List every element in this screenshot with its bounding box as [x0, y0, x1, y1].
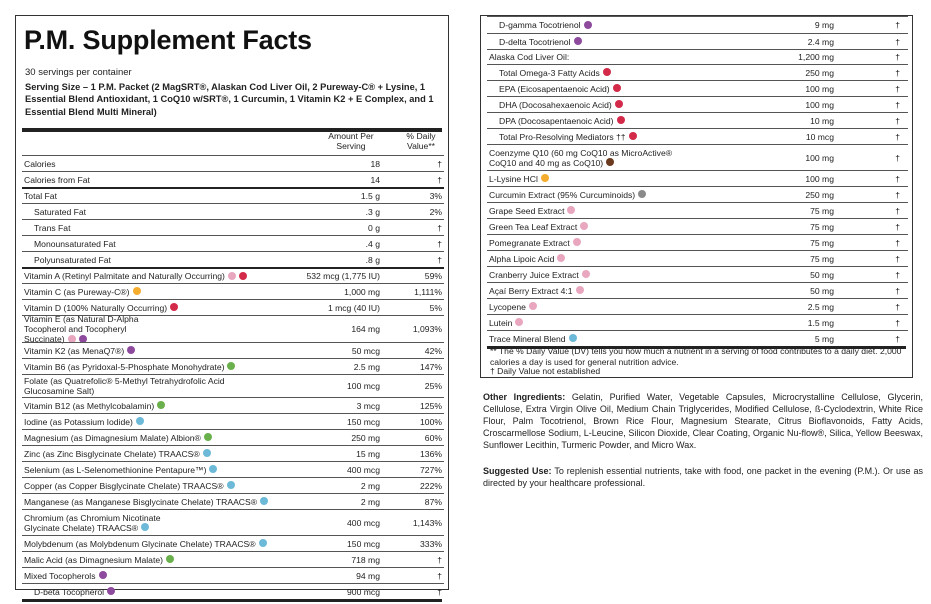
- nutrient-name: [24, 571, 107, 581]
- nutrient-name-text: Chromium (as Chromium Nicotinate Glycinate Chelate) TRAACS®: [24, 512, 161, 533]
- nutrient-daily-value: 1,111%: [414, 286, 442, 297]
- nutrient-row-pomegranate-extract: [487, 234, 908, 250]
- nutrient-row-d-beta-tocopherol: [22, 583, 444, 599]
- nutrient-name-text: Iodine (as Potassium Iodide): [24, 416, 133, 427]
- nutrient-amount: 150 mcg: [347, 416, 380, 427]
- green-dot-icon: [204, 433, 212, 441]
- footnote-daily-value: ** The % Daily Value (DV) tells you how much a nutrient in a serving of food contributes to a daily diet. 2,000 calories a day is used for general nutrition advice.: [490, 346, 902, 367]
- nutrient-name-text: Green Tea Leaf Extract: [489, 221, 578, 232]
- purple-dot-icon: [584, 21, 592, 29]
- nutrient-daily-value: 5%: [429, 302, 442, 313]
- nutrient-name-text: DHA (Docosahexaenoic Acid): [499, 99, 612, 110]
- nutrient-daily-value: 60%: [424, 432, 442, 443]
- nutrient-name: [24, 481, 235, 491]
- nutrient-daily-value: 59%: [424, 271, 442, 281]
- page-title: P.M. Supplement Facts: [24, 25, 312, 55]
- nutrient-amount: 3 mcg: [356, 400, 380, 411]
- nutrient-amount: 2 mg: [360, 480, 380, 491]
- pink-dot-icon: [567, 206, 575, 214]
- green-dot-icon: [227, 362, 235, 370]
- nutrient-amount: 532 mcg (1,775 IU): [306, 271, 380, 281]
- nutrient-row-grape-seed-extract: [487, 202, 908, 218]
- nutrient-daily-value: 136%: [420, 448, 442, 459]
- nutrient-name: [24, 159, 56, 169]
- nutrient-name: [489, 52, 569, 62]
- nutrient-row-d-gamma-tocotrienol: [487, 16, 908, 33]
- pink-dot-icon: [576, 286, 584, 294]
- green-dot-icon: [157, 401, 165, 409]
- blue-dot-icon: [136, 417, 144, 425]
- nutrient-name: [489, 37, 582, 47]
- nutrient-amount: 250 mg: [805, 189, 834, 200]
- nutrient-row-vitamin-k2-as-menaq7: [22, 342, 444, 358]
- nutrient-name: [24, 223, 70, 233]
- nutrient-row-curcumin-extract-95-curcuminoids: [487, 186, 908, 202]
- blue-dot-icon: [209, 465, 217, 473]
- pink-dot-icon: [582, 270, 590, 278]
- other-ingredients-label: Other Ingredients:: [483, 392, 566, 402]
- nutrient-row-a-a-berry-extract-4-1: [487, 282, 908, 298]
- nutrient-name: [489, 174, 549, 184]
- nutrient-name: [24, 497, 268, 507]
- nutrient-daily-value: †: [437, 570, 442, 581]
- nutrient-daily-value: †: [895, 301, 900, 312]
- nutrient-amount: 94 mg: [356, 570, 380, 581]
- nutrient-row-vitamin-b6-as-pyridoxal-5-phosphate-mono: [22, 358, 444, 374]
- orange-dot-icon: [541, 174, 549, 182]
- nutrient-amount: 18: [370, 158, 380, 169]
- nutrient-row-molybdenum-as-molybdenum-glycinate-chela: [22, 535, 444, 551]
- supplement-facts-panel-right: [480, 15, 913, 378]
- nutrient-row-zinc-as-zinc-bisglycinate-chelate-traacs: [22, 445, 444, 461]
- nutrient-name: [489, 222, 588, 232]
- nutrient-amount: 15 mg: [356, 448, 380, 459]
- nutrient-name: [24, 271, 247, 281]
- nutrient-row-total-pro-resolving-mediators: [487, 128, 908, 144]
- nutrient-name-text: Vitamin A (Retinyl Palmitate and Naturally Occurring): [24, 271, 225, 281]
- nutrient-amount: 150 mcg: [347, 538, 380, 549]
- nutrient-amount: 50 mg: [810, 285, 834, 296]
- nutrient-name: [489, 334, 577, 344]
- nutrient-row-alpha-lipoic-acid: [487, 250, 908, 266]
- nutrient-name-text: D-delta Tocotrienol: [499, 36, 571, 47]
- nutrient-row-trace-mineral-blend: [487, 330, 908, 346]
- red-dot-icon: [613, 84, 621, 92]
- nutrient-row-total-omega-3-fatty-acids: [487, 64, 908, 80]
- nutrient-daily-value: †: [895, 221, 900, 232]
- nutrient-daily-value: †: [895, 333, 900, 344]
- nutrient-row-alaska-cod-liver-oil: [487, 49, 908, 64]
- nutrient-amount: 100 mcg: [347, 381, 380, 391]
- nutrient-name: [489, 318, 523, 328]
- nutrient-name: [489, 270, 590, 280]
- nutrient-name: [24, 207, 86, 217]
- nutrient-name-text: Monounsaturated Fat: [34, 238, 116, 249]
- nutrient-daily-value: †: [895, 152, 900, 163]
- nutrient-name: [24, 191, 57, 201]
- nutrient-name-text: Trans Fat: [34, 222, 71, 233]
- blue-dot-icon: [260, 497, 268, 505]
- nutrient-amount: 400 mcg: [347, 464, 380, 475]
- nutrient-name-text: Vitamin B12 (as Methylcobalamin): [24, 400, 155, 411]
- blue-dot-icon: [141, 523, 149, 531]
- nutrient-daily-value: 42%: [424, 345, 442, 356]
- nutrient-amount: 250 mg: [805, 67, 834, 78]
- nutrient-name: [24, 539, 267, 549]
- nutrient-amount: 50 mcg: [351, 345, 380, 356]
- blue-dot-icon: [203, 449, 211, 457]
- nutrient-daily-value: 100%: [420, 416, 442, 427]
- red-dot-icon: [615, 100, 623, 108]
- nutrient-name-text: Cranberry Juice Extract: [489, 269, 579, 280]
- nutrient-name-text: Selenium (as L-Selenomethionine Pentapure™): [24, 464, 207, 475]
- nutrient-name-text: Total Fat: [24, 191, 57, 201]
- nutrient-daily-value: †: [895, 205, 900, 216]
- nutrient-name: [489, 132, 637, 142]
- nutrient-amount: 250 mg: [351, 432, 380, 443]
- purple-dot-icon: [99, 571, 107, 579]
- nutrient-name-text: D-beta Tocopherol: [34, 586, 105, 597]
- nutrient-amount: .3 g: [365, 206, 380, 217]
- nutrient-daily-value: †: [895, 253, 900, 264]
- nutrient-row-iodine-as-potassium-iodide: [22, 413, 444, 429]
- nutrient-name: [24, 346, 135, 356]
- purple-dot-icon: [107, 587, 115, 595]
- nutrient-name: [24, 255, 111, 265]
- pink-dot-icon: [557, 254, 565, 262]
- nutrient-daily-value: †: [895, 83, 900, 94]
- nutrient-row-malic-acid-as-dimagnesium-malate: [22, 551, 444, 567]
- nutrient-name-text: Molybdenum (as Molybdenum Glycinate Chelate) TRAACS®: [24, 538, 256, 549]
- nutrient-amount: 718 mg: [351, 554, 380, 565]
- nutrient-row-copper-as-copper-bisglycinate-chelate-tr: [22, 477, 444, 493]
- nutrient-name-text: Calories from Fat: [24, 174, 90, 185]
- nutrient-name-text: Mixed Tocopherols: [24, 570, 96, 581]
- nutrient-amount: .4 g: [365, 238, 380, 249]
- nutrient-daily-value: †: [895, 173, 900, 184]
- nutrient-row-calories-from-fat: [22, 171, 444, 187]
- supplement-facts-panel-left: [15, 15, 449, 597]
- red-dot-icon: [170, 303, 178, 311]
- nutrient-name-text: Alpha Lipoic Acid: [489, 253, 555, 264]
- suggested-use: [483, 465, 923, 489]
- nutrient-amount: 1 mcg (40 IU): [327, 302, 380, 313]
- nutrient-daily-value: †: [895, 285, 900, 296]
- other-ingredients: [483, 391, 923, 451]
- nutrient-daily-value: †: [437, 222, 442, 233]
- nutrient-daily-value: 125%: [420, 400, 442, 411]
- nutrient-name-text: EPA (Eicosapentaenoic Acid): [499, 83, 610, 94]
- nutrient-name: [24, 287, 141, 297]
- nutrient-name: [489, 254, 565, 264]
- nutrient-name: [24, 362, 235, 372]
- nutrient-name-text: Vitamin D (100% Naturally Occurring): [24, 302, 168, 313]
- nutrient-name-text: Saturated Fat: [34, 206, 87, 217]
- nutrient-daily-value: 727%: [420, 464, 442, 475]
- nutrient-name-text: Lutein: [489, 317, 513, 328]
- nutrient-daily-value: 1,143%: [412, 517, 442, 528]
- nutrient-name-text: Total Pro-Resolving Mediators ††: [499, 131, 626, 142]
- nutrient-amount: 2.5 mg: [807, 301, 834, 312]
- nutrient-amount: 1,200 mg: [798, 52, 834, 62]
- suggested-use-text: To replenish essential nutrients, take with food, one packet in the evening (P.M.). Or use as directed by your healthcare professional.: [483, 466, 924, 488]
- servings-per-container: 30 servings per container: [25, 67, 132, 78]
- blue-dot-icon: [569, 334, 577, 342]
- nutrient-row-dha-docosahexaenoic-acid: [487, 96, 908, 112]
- nutrient-daily-value: 25%: [424, 381, 442, 391]
- nutrient-daily-value: 87%: [424, 496, 442, 507]
- nutrient-name-text: Calories: [24, 158, 56, 169]
- nutrient-name-text: Vitamin B6 (as Pyridoxal-5-Phosphate Monohydrate): [24, 361, 225, 372]
- nutrient-name: [24, 175, 90, 185]
- nutrient-name: [24, 465, 217, 475]
- nutrient-amount: 2.5 mg: [353, 361, 380, 372]
- red-dot-icon: [239, 272, 247, 280]
- nutrient-amount: 100 mg: [805, 83, 834, 94]
- pink-dot-icon: [580, 222, 588, 230]
- nutrient-row-vitamin-d-100-naturally-occurring: [22, 299, 444, 315]
- nutrient-row-trans-fat: [22, 219, 444, 235]
- nutrient-amount: 1.5 mg: [807, 317, 834, 328]
- nutrient-daily-value: †: [437, 238, 442, 249]
- gray-dot-icon: [638, 190, 646, 198]
- nutrient-daily-value: †: [895, 317, 900, 328]
- nutrient-daily-value: †: [895, 131, 900, 142]
- nutrient-daily-value: †: [895, 67, 900, 78]
- nutrient-amount: 10 mg: [810, 115, 834, 126]
- nutrient-name: [24, 314, 159, 344]
- purple-dot-icon: [574, 37, 582, 45]
- other-ingredients-text: Gelatin, Purified Water, Vegetable Capsules, Microcrystalline Cellulose, Glycerin, Cellulose, Extra Virgin Olive Oil, Medium Chain Triglycerides, Modified Cellulose, ß-Cyclodextrin, White Rice Flour, Palm Tocotrienol, Brown Rice Flour, Magnesium Stearate, Citrus Bioflavonoids, Fatty Acids, Croscarmellose Sodium, L-Leucine, Silicon Dioxide, Clear Coating, Organic Nu-flow®, Silica, Yellow Beeswax, Sunflower Lecithin, Turmeric Powder, and Micro Wax.: [483, 392, 923, 450]
- nutrient-row-calories: [22, 155, 444, 171]
- nutrient-daily-value: †: [895, 99, 900, 110]
- nutrient-daily-value: †: [895, 237, 900, 248]
- nutrient-daily-value: 147%: [420, 361, 442, 372]
- red-dot-icon: [617, 116, 625, 124]
- nutrient-name: [24, 401, 165, 411]
- nutrient-row-lutein: [487, 314, 908, 330]
- suggested-use-label: Suggested Use:: [483, 466, 552, 476]
- nutrient-row-mixed-tocopherols: [22, 567, 444, 583]
- blue-dot-icon: [259, 539, 267, 547]
- brown-dot-icon: [606, 158, 614, 166]
- nutrient-amount: 14: [370, 174, 380, 185]
- nutrient-row-vitamin-a-retinyl-palmitate-and-naturall: [22, 267, 444, 283]
- nutrient-row-monounsaturated-fat: [22, 235, 444, 251]
- nutrient-name-text: Coenzyme Q10 (60 mg CoQ10 as MicroActive® CoQ10 and 40 mg as CoQ10): [489, 147, 673, 168]
- nutrient-row-vitamin-e-as-natural-d-alpha-tocopherol-: [22, 315, 444, 342]
- nutrient-name: [24, 376, 239, 396]
- nutrient-name-text: Copper (as Copper Bisglycinate Chelate) TRAACS®: [24, 480, 224, 491]
- nutrient-name: [489, 238, 581, 248]
- nutrient-name: [24, 433, 212, 443]
- nutrient-name: [489, 116, 625, 126]
- nutrient-daily-value: 222%: [420, 480, 442, 491]
- nutrient-row-magnesium-as-dimagnesium-malate-albion: [22, 429, 444, 445]
- nutrient-amount: 50 mg: [810, 269, 834, 280]
- bottom-divider: [22, 599, 442, 602]
- nutrient-name: [24, 417, 144, 427]
- nutrient-row-chromium-as-chromium-nicotinate-glycinat: [22, 509, 444, 535]
- nutrient-row-selenium-as-l-selenomethionine-pentapure: [22, 461, 444, 477]
- nutrient-daily-value: †: [437, 158, 442, 169]
- nutrient-name: [489, 68, 611, 78]
- nutrient-name: [489, 100, 623, 110]
- nutrient-row-manganese-as-manganese-bisglycinate-chel: [22, 493, 444, 509]
- nutrient-daily-value: †: [895, 52, 900, 62]
- header-daily-value: % Daily Value**: [406, 131, 436, 151]
- nutrient-name-text: Zinc (as Zinc Bisglycinate Chelate) TRAACS®: [24, 448, 200, 459]
- pink-dot-icon: [228, 272, 236, 280]
- nutrient-name: [489, 302, 537, 312]
- nutrient-daily-value: †: [895, 189, 900, 200]
- nutrient-amount: 75 mg: [810, 237, 834, 248]
- nutrient-name-text: DPA (Docosapentaenoic Acid): [499, 115, 614, 126]
- nutrient-row-saturated-fat: [22, 203, 444, 219]
- nutrient-amount: 400 mcg: [347, 517, 380, 528]
- nutrient-daily-value: 1,093%: [412, 324, 442, 334]
- nutrient-row-vitamin-c-as-pureway-c: [22, 283, 444, 299]
- pink-dot-icon: [529, 302, 537, 310]
- nutrient-amount: 1.5 g: [360, 191, 380, 201]
- nutrient-amount: 100 mg: [805, 152, 834, 163]
- nutrient-row-cranberry-juice-extract: [487, 266, 908, 282]
- nutrient-name-text: Pomegranate Extract: [489, 237, 570, 248]
- nutrient-name-text: Grape Seed Extract: [489, 205, 565, 216]
- nutrient-daily-value: †: [437, 586, 442, 597]
- nutrient-amount: 9 mg: [814, 20, 834, 30]
- nutrient-name: [489, 20, 592, 30]
- nutrient-name-text: Polyunsaturated Fat: [34, 254, 111, 265]
- nutrient-daily-value: †: [895, 20, 900, 30]
- nutrient-name: [489, 286, 584, 296]
- nutrient-name-text: Folate (as Quatrefolic® 5-Methyl Tetrahydrofolic Acid Glucosamine Salt): [24, 376, 225, 396]
- nutrient-daily-value: 2%: [429, 206, 442, 217]
- nutrient-daily-value: †: [895, 269, 900, 280]
- orange-dot-icon: [133, 287, 141, 295]
- nutrient-name: [24, 555, 174, 565]
- nutrient-amount: 100 mg: [805, 99, 834, 110]
- nutrient-name: [489, 206, 575, 216]
- nutrient-row-total-fat: [22, 187, 444, 203]
- nutrient-name: [489, 148, 694, 168]
- nutrient-amount: 75 mg: [810, 253, 834, 264]
- nutrient-daily-value: †: [895, 36, 900, 47]
- nutrient-name-text: Curcumin Extract (95% Curcuminoids): [489, 189, 636, 200]
- nutrient-name-text: Manganese (as Manganese Bisglycinate Chelate) TRAACS®: [24, 496, 258, 507]
- nutrient-name-text: Vitamin E (as Natural D-Alpha Tocopherol and Tocopheryl Succinate): [24, 314, 139, 344]
- nutrient-row-polyunsaturated-fat: [22, 251, 444, 267]
- nutrient-row-vitamin-b12-as-methylcobalamin: [22, 397, 444, 413]
- nutrient-row-d-delta-tocotrienol: [487, 33, 908, 49]
- nutrient-name-text: Vitamin C (as Pureway-C®): [24, 286, 130, 297]
- nutrient-amount: 75 mg: [810, 221, 834, 232]
- pink-dot-icon: [515, 318, 523, 326]
- serving-size: Serving Size – 1 P.M. Packet (2 MagSRT®, Alaskan Cod Liver Oil, 2 Pureway-C® + Lysine, 1 Essential Blend Antioxidant, 1 CoQ10 w/SRT®, 1 Curcumin, 1 Vitamin K2 + E Complex, and 1 Essential Blend Multi Mineral): [25, 82, 434, 117]
- nutrient-daily-value: †: [895, 115, 900, 126]
- nutrient-amount: 0 g: [368, 222, 380, 233]
- nutrient-name: [489, 84, 621, 94]
- nutrient-row-green-tea-leaf-extract: [487, 218, 908, 234]
- nutrient-daily-value: †: [437, 174, 442, 185]
- nutrient-name-text: Alaska Cod Liver Oil:: [489, 52, 570, 62]
- nutrient-daily-value: 3%: [429, 191, 442, 201]
- purple-dot-icon: [127, 346, 135, 354]
- nutrient-daily-value: †: [437, 554, 442, 565]
- nutrient-name: [24, 513, 169, 533]
- nutrient-row-folate-as-quatrefolic-5-methyl-tetrahydr: [22, 374, 444, 397]
- nutrient-name-text: D-gamma Tocotrienol: [499, 20, 581, 30]
- nutrient-amount: 1,000 mg: [344, 286, 380, 297]
- nutrient-amount: .8 g: [365, 254, 380, 265]
- nutrient-name-text: Vitamin K2 (as MenaQ7®): [24, 345, 125, 356]
- red-dot-icon: [629, 132, 637, 140]
- nutrient-amount: 5 mg: [814, 333, 834, 344]
- nutrient-amount: 100 mg: [805, 173, 834, 184]
- nutrient-name: [24, 449, 211, 459]
- nutrient-amount: 2.4 mg: [807, 36, 834, 47]
- red-dot-icon: [603, 68, 611, 76]
- nutrient-amount: 900 mcg: [347, 586, 380, 597]
- nutrient-name: [24, 587, 115, 597]
- nutrient-name-text: Magnesium (as Dimagnesium Malate) Albion®: [24, 432, 201, 443]
- nutrient-name: [24, 303, 178, 313]
- nutrient-row-l-lysine-hcl: [487, 170, 908, 186]
- nutrient-amount: 2 mg: [360, 496, 380, 507]
- nutrient-row-dpa-docosapentaenoic-acid: [487, 112, 908, 128]
- nutrient-daily-value: 333%: [420, 538, 442, 549]
- nutrient-name-text: Trace Mineral Blend: [489, 333, 566, 344]
- nutrient-name-text: Malic Acid (as Dimagnesium Malate): [24, 554, 163, 565]
- nutrient-name-text: Lycopene: [489, 301, 526, 312]
- pink-dot-icon: [573, 238, 581, 246]
- nutrient-row-coenzyme-q10-60-mg-coq10-as-microactive-: [487, 144, 908, 170]
- nutrient-name-text: Açaí Berry Extract 4:1: [489, 285, 573, 296]
- nutrient-name-text: L-Lysine HCl: [489, 173, 538, 184]
- nutrient-row-epa-eicosapentaenoic-acid: [487, 80, 908, 96]
- nutrient-name: [489, 190, 646, 200]
- nutrient-amount: 75 mg: [810, 205, 834, 216]
- nutrient-name: [24, 239, 116, 249]
- header-amount-per-serving: Amount Per Serving: [328, 131, 374, 151]
- blue-dot-icon: [227, 481, 235, 489]
- nutrient-name-text: Total Omega-3 Fatty Acids: [499, 67, 600, 78]
- nutrient-daily-value: †: [437, 254, 442, 265]
- footnote-not-established: † Daily Value not established: [490, 366, 601, 376]
- nutrient-row-lycopene: [487, 298, 908, 314]
- green-dot-icon: [166, 555, 174, 563]
- nutrient-amount: 10 mcg: [805, 131, 834, 142]
- nutrient-amount: 164 mg: [351, 324, 380, 334]
